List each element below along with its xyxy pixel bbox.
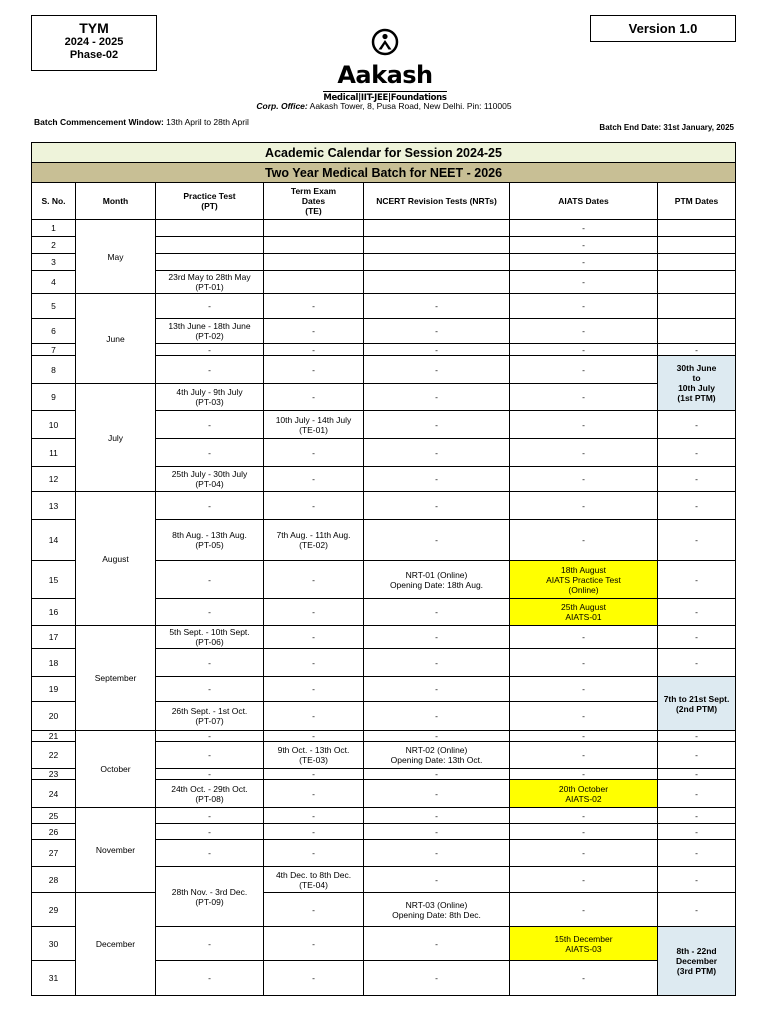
month-cell: May <box>76 220 156 294</box>
te-cell: 7th Aug. - 11th Aug. (TE-02) <box>264 520 364 561</box>
aiats-01-cell: 25th August AIATS-01 <box>510 599 658 626</box>
col-practice-test: Practice Test (PT) <box>156 183 264 220</box>
row-number: 8 <box>32 356 76 384</box>
month-cell: November <box>76 808 156 893</box>
row-number: 14 <box>32 520 76 561</box>
table-row: 9 July 4th July - 9th July (PT-03) - - - <box>32 384 736 411</box>
aakash-emblem-icon <box>371 28 399 56</box>
month-cell: September <box>76 626 156 731</box>
row-number: 18 <box>32 649 76 677</box>
aiats-cell: - <box>510 237 658 254</box>
col-aiats: AIATS Dates <box>510 183 658 220</box>
row-number: 25 <box>32 808 76 824</box>
nrt-cell: NRT-01 (Online) Opening Date: 18th Aug. <box>364 561 510 599</box>
batch-phase: Phase-02 <box>69 49 119 61</box>
table-row: 6 13th June - 18th June (PT-02) - - - <box>32 319 736 344</box>
batch-years: 2024 - 2025 <box>64 36 124 48</box>
table-row: 19 - - - - 7th to 21st Sept. (2nd PTM) <box>32 677 736 702</box>
version-label: Version 1.0 <box>628 21 698 36</box>
batch-code-box <box>31 15 157 71</box>
pt-cell: 4th July - 9th July (PT-03) <box>156 384 264 411</box>
row-number: 10 <box>32 411 76 439</box>
header-row <box>32 183 736 220</box>
row-number: 16 <box>32 599 76 626</box>
row-number: 22 <box>32 742 76 769</box>
row-number: 4 <box>32 271 76 294</box>
table-row: 23 - - - - - <box>32 769 736 780</box>
row-number: 15 <box>32 561 76 599</box>
table-row: 11 - - - - - <box>32 439 736 467</box>
batch-code: TYM <box>79 20 109 36</box>
calendar-subtitle: Two Year Medical Batch for NEET - 2026 <box>32 163 736 183</box>
row-number: 20 <box>32 702 76 731</box>
table-row: 22 - 9th Oct. - 13th Oct. (TE-03) NRT-02 (Online) Opening Date: 13th Oct. - - <box>32 742 736 769</box>
row-number: 2 <box>32 237 76 254</box>
ptm-cell-3rd: 8th - 22nd December (3rd PTM) <box>658 927 736 996</box>
ptm-cell-1st: 30th June to 10th July (1st PTM) <box>658 356 736 411</box>
table-row: 28 28th Nov. - 3rd Dec. (PT-09) 4th Dec. to 8th Dec. (TE-04) - - - <box>32 867 736 893</box>
col-nrt: NCERT Revision Tests (NRTs) <box>364 183 510 220</box>
ptm-cell-2nd: 7th to 21st Sept. (2nd PTM) <box>658 677 736 731</box>
month-cell: June <box>76 294 156 384</box>
pt-cell: 23rd May to 28th May (PT-01) <box>156 271 264 294</box>
row-number: 26 <box>32 824 76 840</box>
table-row: 7 - - - - - <box>32 344 736 356</box>
aiats-practice-cell: 18th August AIATS Practice Test (Online) <box>510 561 658 599</box>
row-number: 1 <box>32 220 76 237</box>
pt-cell: 8th Aug. - 13th Aug. (PT-05) <box>156 520 264 561</box>
logo-wordmark: Aakash <box>337 61 433 89</box>
table-row: 13 August - - - - - <box>32 492 736 520</box>
col-sno: S. No. <box>32 183 76 220</box>
col-term-exam: Term Exam Dates (TE) <box>264 183 364 220</box>
row-number: 29 <box>32 893 76 927</box>
row-number: 28 <box>32 867 76 893</box>
row-number: 19 <box>32 677 76 702</box>
row-number: 31 <box>32 961 76 996</box>
batch-commencement-window <box>34 117 249 127</box>
table-row: 30 - - - 15th December AIATS-03 8th - 22nd December (3rd PTM) <box>32 927 736 961</box>
row-number: 23 <box>32 769 76 780</box>
table-row: 25 November - - - - - <box>32 808 736 824</box>
table-row: 16 - - - 25th August AIATS-01 - <box>32 599 736 626</box>
row-number: 12 <box>32 467 76 492</box>
table-row: 21 October - - - - - <box>32 731 736 742</box>
nrt-cell: NRT-03 (Online) Opening Date: 8th Dec. <box>364 893 510 927</box>
row-number: 27 <box>32 840 76 867</box>
row-number: 13 <box>32 492 76 520</box>
month-cell: October <box>76 731 156 808</box>
table-row: 18 - - - - - <box>32 649 736 677</box>
row-number: 11 <box>32 439 76 467</box>
aiats-03-cell: 15th December AIATS-03 <box>510 927 658 961</box>
table-row: 26 - - - - - <box>32 824 736 840</box>
table-row: 27 - - - - - <box>32 840 736 867</box>
row-number: 30 <box>32 927 76 961</box>
table-row: 10 - 10th July - 14th July (TE-01) - - - <box>32 411 736 439</box>
logo-tagline: Medical|IIT-JEE|Foundations <box>323 93 447 103</box>
aiats-cell: - <box>510 271 658 294</box>
table-row: 8 - - - - 30th June to 10th July (1st PTM) <box>32 356 736 384</box>
table-row: 29 December - NRT-03 (Online) Opening Date: 8th Dec. - - <box>32 893 736 927</box>
table-row: 20 26th Sept. - 1st Oct. (PT-07) - - - <box>32 702 736 731</box>
pt-cell: 5th Sept. - 10th Sept. (PT-06) <box>156 626 264 649</box>
te-cell: 4th Dec. to 8th Dec. (TE-04) <box>264 867 364 893</box>
aakash-logo <box>322 28 448 103</box>
academic-calendar-table <box>31 142 736 996</box>
table-row: 31 - - - - <box>32 961 736 996</box>
window-value: 13th April to 28th April <box>166 117 249 127</box>
version-box <box>590 15 736 42</box>
table-row: 5 June - - - - <box>32 294 736 319</box>
table-row: 12 25th July - 30th July (PT-04) - - - - <box>32 467 736 492</box>
row-number: 5 <box>32 294 76 319</box>
month-cell: December <box>76 893 156 996</box>
table-row <box>32 220 736 237</box>
aiats-02-cell: 20th October AIATS-02 <box>510 780 658 808</box>
row-number: 9 <box>32 384 76 411</box>
row-number: 17 <box>32 626 76 649</box>
corporate-office <box>0 101 768 111</box>
corp-label: Corp. Office: <box>256 101 308 111</box>
pt-cell: 28th Nov. - 3rd Dec. (PT-09) <box>156 867 264 927</box>
aiats-cell: - <box>510 254 658 271</box>
month-cell: July <box>76 384 156 492</box>
row-number: 6 <box>32 319 76 344</box>
batch-end-date: Batch End Date: 31st January, 2025 <box>599 123 734 132</box>
nrt-cell: NRT-02 (Online) Opening Date: 13th Oct. <box>364 742 510 769</box>
table-row: 17 September 5th Sept. - 10th Sept. (PT-06) - - - - <box>32 626 736 649</box>
table-row: 14 8th Aug. - 13th Aug. (PT-05) 7th Aug. - 11th Aug. (TE-02) - - - <box>32 520 736 561</box>
pt-cell: 25th July - 30th July (PT-04) <box>156 467 264 492</box>
month-cell: August <box>76 492 156 626</box>
te-cell: 10th July - 14th July (TE-01) <box>264 411 364 439</box>
pt-cell: 26th Sept. - 1st Oct. (PT-07) <box>156 702 264 731</box>
table-row: 24 24th Oct. - 29th Oct. (PT-08) - - 20th October AIATS-02 - <box>32 780 736 808</box>
row-number: 24 <box>32 780 76 808</box>
calendar-title: Academic Calendar for Session 2024-25 <box>32 143 736 163</box>
col-month: Month <box>76 183 156 220</box>
col-ptm: PTM Dates <box>658 183 736 220</box>
corp-address: Aakash Tower, 8, Pusa Road, New Delhi. Pin: 110005 <box>309 101 512 111</box>
row-number: 3 <box>32 254 76 271</box>
aiats-cell: - <box>510 220 658 237</box>
pt-cell: 13th June - 18th June (PT-02) <box>156 319 264 344</box>
pt-cell: 24th Oct. - 29th Oct. (PT-08) <box>156 780 264 808</box>
window-label: Batch Commencement Window: <box>34 117 164 127</box>
table-row: 15 - - NRT-01 (Online) Opening Date: 18th Aug. 18th August AIATS Practice Test (Online) - <box>32 561 736 599</box>
te-cell: 9th Oct. - 13th Oct. (TE-03) <box>264 742 364 769</box>
row-number: 7 <box>32 344 76 356</box>
row-number: 21 <box>32 731 76 742</box>
